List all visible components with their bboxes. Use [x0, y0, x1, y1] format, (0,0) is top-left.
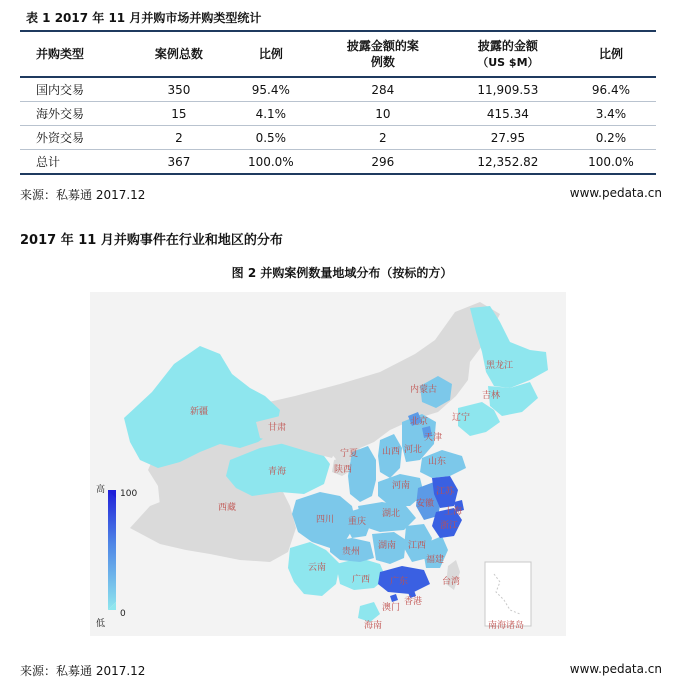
label-qinghai: 青海: [268, 467, 287, 477]
header-amount-ratio: 比例: [598, 47, 623, 61]
label-tianjin: 天津: [424, 433, 443, 443]
table-header-row: [20, 31, 656, 77]
label-guangdong: 广东: [390, 577, 409, 587]
cell-amount-ratio: 3.4%: [566, 102, 656, 126]
cell-type: 外资交易: [20, 126, 132, 150]
cell-amount: 27.95: [450, 126, 566, 150]
cell-amount: 11,909.53: [450, 77, 566, 102]
cell-ratio: 95.4%: [226, 77, 316, 102]
label-shaanxi: 陕西: [334, 465, 353, 475]
header-case-total: 案例总数: [154, 47, 203, 61]
cell-type: 总计: [20, 150, 132, 175]
label-jilin: 吉林: [482, 391, 501, 401]
label-macau: 澳门: [382, 603, 401, 613]
label-anhui: 安徽: [416, 499, 435, 509]
cell-disclosed-cases: 2: [316, 126, 450, 150]
table-row: [20, 126, 656, 150]
cell-disclosed-cases: 10: [316, 102, 450, 126]
cell-case-count: 350: [132, 77, 226, 102]
china-map-panel: [90, 292, 566, 636]
label-jiangsu: 江苏: [436, 487, 455, 497]
header-ratio: 比例: [258, 47, 283, 61]
label-shanxi: 山西: [382, 447, 401, 457]
label-shandong: 山东: [428, 457, 447, 467]
figure-title: 图 2 并购案例数量地域分布（按标的方）: [231, 266, 453, 280]
cell-disclosed-cases: 284: [316, 77, 450, 102]
label-guizhou: 贵州: [342, 547, 361, 557]
cell-amount-ratio: 100.0%: [566, 150, 656, 175]
legend-gradient-bar: [108, 490, 116, 610]
cell-type: 国内交易: [20, 77, 132, 102]
label-hubei: 湖北: [382, 509, 401, 519]
label-ningxia: 宁夏: [340, 449, 359, 459]
legend-min-value: 0: [120, 609, 126, 619]
cell-type: 海外交易: [20, 102, 132, 126]
cell-amount-ratio: 0.2%: [566, 126, 656, 150]
source-label: 来源：私募通 2017.12: [20, 664, 146, 678]
cell-case-count: 367: [132, 150, 226, 175]
table-row-total: [20, 150, 656, 175]
label-gansu: 甘肃: [268, 423, 287, 433]
ma-type-statistics-table: [20, 30, 656, 175]
label-sichuan: 四川: [316, 515, 335, 525]
label-xinjiang: 新疆: [190, 407, 209, 417]
label-henan: 河南: [392, 481, 411, 491]
header-disclosed-cases: 披露金额的案 例数: [346, 39, 419, 69]
label-zhejiang: 浙江: [440, 521, 459, 531]
label-chongqing: 重庆: [348, 517, 367, 527]
table-row: [20, 102, 656, 126]
legend-low-label: 低: [96, 619, 106, 629]
cell-ratio: 100.0%: [226, 150, 316, 175]
table-row: [20, 77, 656, 102]
label-liaoning: 辽宁: [452, 413, 471, 423]
label-shanghai: 上海: [444, 507, 463, 517]
label-jiangxi: 江西: [408, 541, 427, 551]
label-beijing: 北京: [410, 417, 429, 427]
label-tibet: 西藏: [218, 503, 237, 513]
label-inner-mongolia: 内蒙古: [410, 385, 438, 395]
label-hongkong: 香港: [404, 597, 423, 607]
legend-max-value: 100: [120, 489, 138, 499]
section-heading: 2017 年 11 月并购事件在行业和地区的分布: [20, 233, 283, 248]
south-china-sea-inset: [485, 562, 531, 626]
header-disclosed-amount: 披露的金额 （US $M）: [477, 38, 539, 69]
label-guangxi: 广西: [352, 575, 371, 585]
header-merger-type: 并购类型: [36, 47, 85, 61]
cell-amount: 415.34: [450, 102, 566, 126]
cell-disclosed-cases: 296: [316, 150, 450, 175]
label-south-china-sea-islands: 南海诸岛: [488, 621, 525, 631]
label-hebei: 河北: [404, 445, 423, 455]
label-heilongjiang: 黑龙江: [486, 361, 514, 371]
label-taiwan: 台湾: [442, 577, 461, 587]
cell-amount-ratio: 96.4%: [566, 77, 656, 102]
label-fujian: 福建: [426, 555, 445, 565]
china-map: [90, 292, 566, 636]
cell-ratio: 0.5%: [226, 126, 316, 150]
label-hainan: 海南: [364, 621, 383, 631]
cell-amount: 12,352.82: [450, 150, 566, 175]
website-link[interactable]: www.pedata.cn: [569, 662, 662, 676]
label-yunnan: 云南: [308, 563, 327, 573]
cell-case-count: 2: [132, 126, 226, 150]
table-title: 表 1 2017 年 11 月并购市场并购类型统计: [26, 11, 262, 25]
cell-ratio: 4.1%: [226, 102, 316, 126]
label-hunan: 湖南: [378, 541, 397, 551]
cell-case-count: 15: [132, 102, 226, 126]
legend-high-label: 高: [96, 485, 106, 495]
website-link[interactable]: www.pedata.cn: [569, 186, 662, 200]
source-label: 来源：私募通 2017.12: [20, 188, 146, 202]
